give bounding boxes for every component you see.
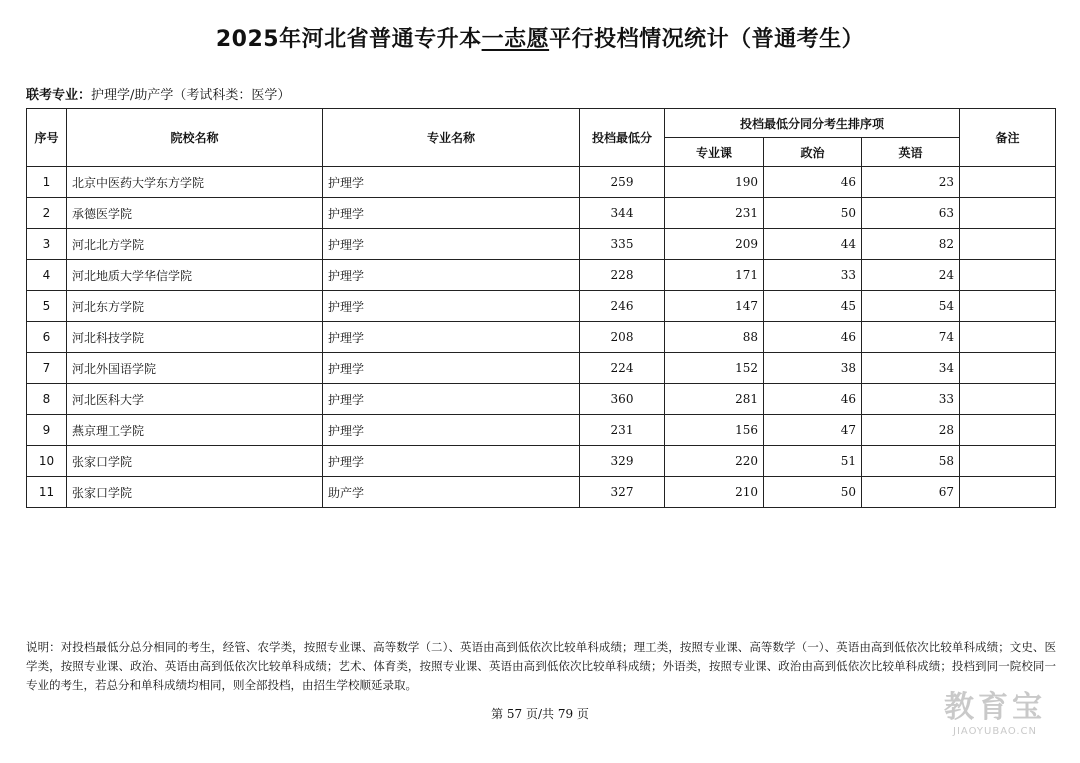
table-row (27, 260, 1056, 291)
cell-remark (960, 353, 1056, 384)
cell-remark (960, 384, 1056, 415)
cell-major: 护理学 (323, 229, 580, 260)
cell-remark (960, 198, 1056, 229)
cell-school: 河北地质大学华信学院 (67, 260, 323, 291)
cell-major: 护理学 (323, 353, 580, 384)
cell-seq: 1 (27, 167, 67, 198)
cell-school: 张家口学院 (67, 477, 323, 508)
cell-school: 燕京理工学院 (67, 415, 323, 446)
cell-professional-course: 209 (665, 229, 764, 260)
explanation-note: 说明：对投档最低分总分相同的考生，经管、农学类，按照专业课、高等数学（二）、英语由高到低依次比较单科成绩；理工类，按照专业课、高等数学（一）、英语由高到低依次比较单科成绩；文史、医学类，按照专业课、政治、英语由高到低依次比较单科成绩；艺术、体育类，按照专业课、英语由高到低依次比较单科成绩；外语类，按照专业课、政治由高到低依次比较单科成绩；投档到同一院校同一专业的考生，若总分和单科成绩均相同，则全部投档，由招生学校顺延录取。 (26, 640, 1056, 692)
table-body (27, 167, 1056, 508)
cell-english: 33 (862, 384, 960, 415)
cell-min-score: 228 (580, 260, 665, 291)
cell-politics: 50 (764, 198, 862, 229)
cell-professional-course: 281 (665, 384, 764, 415)
header-professional-course: 专业课 (665, 138, 764, 167)
header-min-score: 投档最低分 (580, 109, 665, 167)
cell-english: 67 (862, 477, 960, 508)
cell-english: 74 (862, 322, 960, 353)
title-part-2: 平行投档情况统计（普通考生） (549, 27, 865, 52)
cell-seq: 5 (27, 291, 67, 322)
admission-table (26, 108, 1056, 508)
title-underlined-part: 一志愿 (481, 27, 550, 52)
subject-label: 联考专业： (26, 88, 92, 103)
cell-min-score: 360 (580, 384, 665, 415)
table-row (27, 446, 1056, 477)
cell-school: 河北北方学院 (67, 229, 323, 260)
header-major: 专业名称 (323, 109, 580, 167)
table-row (27, 291, 1056, 322)
cell-remark (960, 446, 1056, 477)
cell-school: 河北外国语学院 (67, 353, 323, 384)
page-title (0, 22, 1080, 53)
cell-school: 北京中医药大学东方学院 (67, 167, 323, 198)
cell-english: 28 (862, 415, 960, 446)
cell-major: 护理学 (323, 384, 580, 415)
header-politics: 政治 (764, 138, 862, 167)
cell-min-score: 327 (580, 477, 665, 508)
cell-seq: 8 (27, 384, 67, 415)
table-row (27, 384, 1056, 415)
cell-school: 承德医学院 (67, 198, 323, 229)
cell-seq: 3 (27, 229, 67, 260)
cell-professional-course: 210 (665, 477, 764, 508)
cell-major: 护理学 (323, 446, 580, 477)
page-number: 第 57 页/共 79 页 (491, 707, 589, 721)
cell-politics: 45 (764, 291, 862, 322)
cell-major: 护理学 (323, 198, 580, 229)
cell-min-score: 208 (580, 322, 665, 353)
header-seq: 序号 (27, 109, 67, 167)
cell-seq: 11 (27, 477, 67, 508)
cell-english: 54 (862, 291, 960, 322)
cell-school: 张家口学院 (67, 446, 323, 477)
cell-politics: 47 (764, 415, 862, 446)
cell-min-score: 224 (580, 353, 665, 384)
exam-subject-line (26, 84, 290, 103)
cell-min-score: 335 (580, 229, 665, 260)
cell-major: 护理学 (323, 322, 580, 353)
watermark-domain: JIAOYUBAO.CN (953, 726, 1037, 737)
cell-professional-course: 190 (665, 167, 764, 198)
cell-remark (960, 322, 1056, 353)
cell-seq: 6 (27, 322, 67, 353)
cell-major: 助产学 (323, 477, 580, 508)
watermark-text: 教育宝 (944, 690, 1046, 725)
title-part-1: 2025年河北省普通专升本 (215, 27, 482, 52)
cell-professional-course: 171 (665, 260, 764, 291)
header-tiebreak-group: 投档最低分同分考生排序项 (665, 109, 960, 138)
cell-remark (960, 167, 1056, 198)
cell-english: 58 (862, 446, 960, 477)
cell-politics: 38 (764, 353, 862, 384)
cell-english: 63 (862, 198, 960, 229)
cell-school: 河北东方学院 (67, 291, 323, 322)
cell-school: 河北科技学院 (67, 322, 323, 353)
cell-seq: 2 (27, 198, 67, 229)
table-row (27, 198, 1056, 229)
cell-remark (960, 291, 1056, 322)
cell-remark (960, 477, 1056, 508)
subject-value: 护理学/助产学（考试科类：医学） (91, 88, 291, 103)
cell-politics: 46 (764, 384, 862, 415)
header-english: 英语 (862, 138, 960, 167)
header-school: 院校名称 (67, 109, 323, 167)
cell-seq: 9 (27, 415, 67, 446)
cell-min-score: 329 (580, 446, 665, 477)
cell-major: 护理学 (323, 167, 580, 198)
cell-english: 82 (862, 229, 960, 260)
cell-seq: 10 (27, 446, 67, 477)
cell-politics: 33 (764, 260, 862, 291)
table-row (27, 415, 1056, 446)
cell-school: 河北医科大学 (67, 384, 323, 415)
cell-remark (960, 229, 1056, 260)
cell-professional-course: 147 (665, 291, 764, 322)
cell-min-score: 231 (580, 415, 665, 446)
cell-english: 24 (862, 260, 960, 291)
table-row (27, 477, 1056, 508)
table-row (27, 167, 1056, 198)
cell-major: 护理学 (323, 260, 580, 291)
cell-major: 护理学 (323, 291, 580, 322)
cell-politics: 50 (764, 477, 862, 508)
table-row (27, 353, 1056, 384)
cell-min-score: 246 (580, 291, 665, 322)
cell-remark (960, 415, 1056, 446)
cell-professional-course: 220 (665, 446, 764, 477)
cell-min-score: 344 (580, 198, 665, 229)
cell-seq: 4 (27, 260, 67, 291)
watermark-logo (925, 690, 1065, 737)
table-row (27, 322, 1056, 353)
cell-professional-course: 156 (665, 415, 764, 446)
cell-remark (960, 260, 1056, 291)
cell-major: 护理学 (323, 415, 580, 446)
cell-english: 34 (862, 353, 960, 384)
cell-professional-course: 231 (665, 198, 764, 229)
header-remark: 备注 (960, 109, 1056, 167)
cell-english: 23 (862, 167, 960, 198)
cell-seq: 7 (27, 353, 67, 384)
cell-politics: 51 (764, 446, 862, 477)
cell-professional-course: 88 (665, 322, 764, 353)
cell-politics: 46 (764, 167, 862, 198)
cell-professional-course: 152 (665, 353, 764, 384)
table-row (27, 229, 1056, 260)
cell-politics: 46 (764, 322, 862, 353)
cell-politics: 44 (764, 229, 862, 260)
cell-min-score: 259 (580, 167, 665, 198)
